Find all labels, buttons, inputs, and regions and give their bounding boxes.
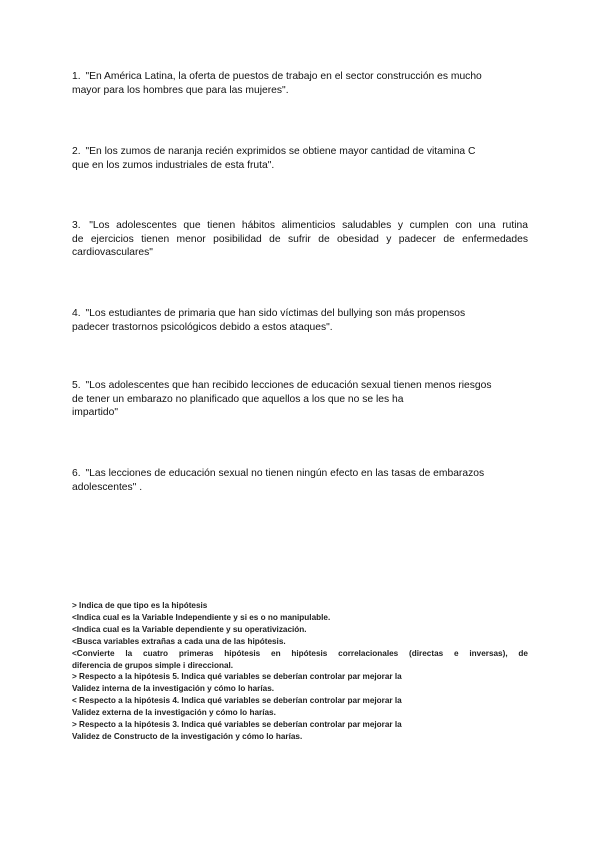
hypothesis-4 (72, 307, 528, 334)
task-line: > Respecto a la hipótesis 5. Indica qué variables se deberían controlar par mejorar la (72, 672, 402, 682)
hypothesis-3 (72, 219, 528, 260)
hypothesis-4-line-1 (72, 307, 528, 321)
hypothesis-6-line-2: adolescentes" . (72, 481, 143, 493)
hypothesis-5-line-3: impartido" (72, 407, 119, 419)
task-line: diferencia de grupos simple i direccional. (72, 660, 234, 670)
task-line: > Indica de que tipo es la hipótesis (72, 601, 208, 610)
task-instructions (72, 600, 528, 743)
task-line: Validez de Constructo de la investigación y cómo lo harías. (72, 731, 303, 741)
hypothesis-5 (72, 379, 528, 420)
hypothesis-6-line-1 (72, 467, 528, 481)
hypothesis-1-line-1 (72, 70, 528, 84)
task-line: <Indica cual es la Variable Independiente y si es o no manipulable. (72, 612, 331, 622)
hypothesis-6-text-1: "Las lecciones de educación sexual no tienen ningún efecto en las tasas de embarazos (85, 468, 485, 479)
hypothesis-2-line-1 (72, 145, 528, 159)
task-line: <Indica cual es la Variable dependiente y su operativización. (72, 624, 307, 634)
hypothesis-5-text-1: "Los adolescentes que han recibido lecciones de educación sexual tienen menos riesgos (85, 380, 492, 391)
hypothesis-4-number: 4. (72, 308, 81, 319)
hypothesis-3-text-1: "Los adolescentes que tienen hábitos alimenticios saludables y cumplen con una rutina (89, 220, 528, 231)
hypothesis-3-line-2: de ejercicios tienen menor posibilidad de sufrir de obesidad y padecer de enfermedades (72, 233, 528, 245)
hypothesis-1-number: 1. (72, 71, 81, 82)
hypothesis-4-text-1: "Los estudiantes de primaria que han sido víctimas del bullying son más propensos (85, 308, 466, 319)
hypothesis-5-line-1 (72, 379, 528, 393)
hypothesis-1-text-1: "En América Latina, la oferta de puestos de trabajo en el sector construcción es mucho (85, 71, 482, 82)
hypothesis-3-line-1 (72, 219, 528, 233)
hypothesis-2-number: 2. (72, 146, 81, 157)
hypothesis-1 (72, 70, 528, 97)
hypothesis-2-text-1: "En los zumos de naranja recién exprimidos se obtiene mayor cantidad de vitamina C (85, 146, 476, 157)
task-line: <Busca variables extrañas a cada una de las hipótesis. (72, 636, 286, 646)
hypothesis-1-line-2: mayor para los hombres que para las mujeres". (72, 84, 289, 96)
hypothesis-3-number: 3. (72, 220, 81, 231)
task-line: Validez interna de la investigación y cómo lo harías. (72, 684, 275, 694)
hypothesis-3-line-3: cardiovasculares" (72, 247, 153, 259)
hypothesis-4-line-2: padecer trastornos psicológicos debido a estos ataques". (72, 321, 333, 333)
hypothesis-2 (72, 145, 528, 172)
task-line: <Convierte la cuatro primeras hipótesis en hipótesis correlacionales (directas e inversas), de (72, 648, 528, 658)
task-line: > Respecto a la hipótesis 3. Indica qué variables se deberían controlar par mejorar la (72, 720, 402, 730)
hypothesis-5-number: 5. (72, 380, 81, 391)
hypothesis-6-number: 6. (72, 468, 81, 479)
task-line: < Respecto a la hipótesis 4. Indica qué variables se deberían controlar par mejorar la (72, 696, 402, 706)
hypothesis-2-line-2: que en los zumos industriales de esta fruta". (72, 159, 275, 171)
hypothesis-5-line-2: de tener un embarazo no planificado que aquellos a los que no se les ha (72, 393, 404, 405)
hypothesis-6 (72, 467, 528, 494)
task-line: Validez externa de la investigación y cómo lo harías. (72, 708, 276, 718)
